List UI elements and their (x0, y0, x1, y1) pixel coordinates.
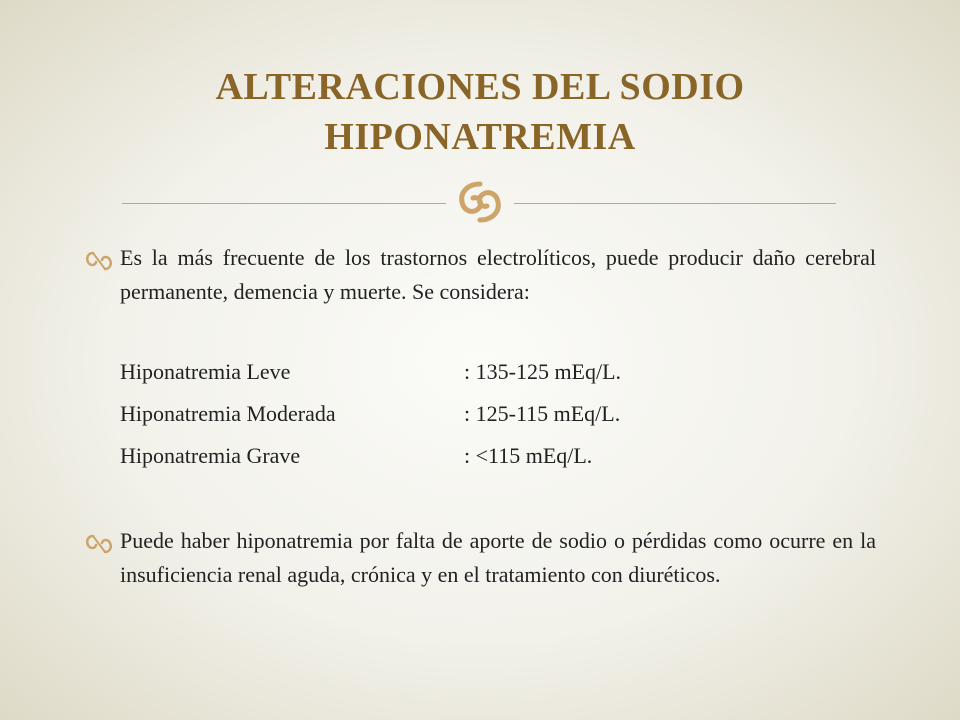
slide-title (0, 62, 960, 162)
fleuron-bullet-icon (84, 532, 114, 556)
title-line-2: HIPONATREMIA (324, 116, 636, 158)
level-value: : 135-125 mEq/L. (464, 359, 622, 384)
level-value: : <115 mEq/L. (464, 443, 593, 468)
divider-line-right (514, 203, 836, 204)
bullet-text-2: Puede haber hiponatremia por falta de aporte de sodio o pérdidas como ocurre en la insuficiencia renal aguda, crónica y en el tratamiento con diuréticos. (120, 528, 876, 587)
title-line-1: ALTERACIONES DEL SODIO (215, 66, 745, 108)
divider-line-left (122, 203, 446, 204)
bullet-text-1: Es la más frecuente de los trastornos electrolíticos, puede producir daño cerebral permanente, demencia y muerte. Se considera: (120, 245, 876, 304)
level-name: Hiponatremia Leve (120, 359, 291, 384)
fleuron-bullet-icon (84, 249, 114, 273)
level-value: : 125-115 mEq/L. (464, 401, 621, 426)
ornament-icon (448, 180, 512, 224)
level-name: Hiponatremia Grave (120, 443, 301, 468)
level-name: Hiponatremia Moderada (120, 401, 336, 426)
